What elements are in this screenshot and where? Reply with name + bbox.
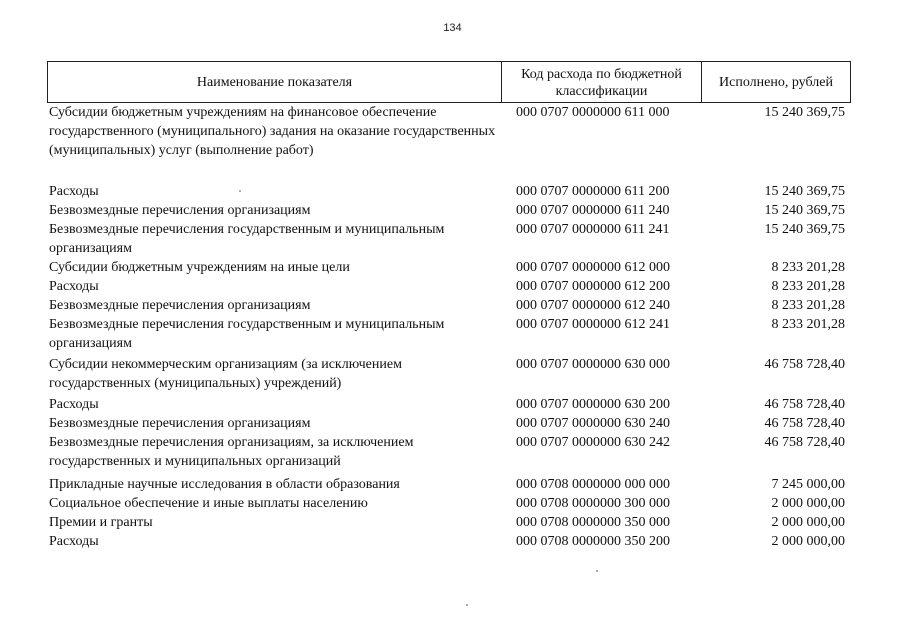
table-row	[47, 355, 851, 393]
row-code: 000 0707 0000000 630 000	[516, 357, 670, 372]
table-row	[47, 277, 851, 296]
table-row	[47, 201, 851, 220]
row-amount: 8 233 201,28	[771, 279, 845, 294]
row-amount: 7 245 000,00	[771, 477, 845, 492]
row-name: Безвозмездные перечисления организациям	[49, 298, 311, 313]
row-code: 000 0708 0000000 350 000	[516, 515, 670, 530]
row-amount: 46 758 728,40	[764, 435, 845, 450]
row-code: 000 0708 0000000 350 200	[516, 534, 670, 549]
row-code: 000 0707 0000000 611 240	[516, 203, 670, 218]
row-name: Расходы	[49, 279, 99, 294]
table-row	[47, 182, 851, 201]
row-code: 000 0708 0000000 300 000	[516, 496, 670, 511]
page-number: 134	[443, 22, 462, 34]
row-name: Прикладные научные исследования в области образования	[49, 477, 400, 492]
table-row	[47, 414, 851, 433]
row-amount: 15 240 369,75	[764, 105, 845, 120]
row-name: Субсидии бюджетным учреждениям на иные цели	[49, 260, 350, 275]
row-name: Безвозмездные перечисления государственным и муниципальным организациям	[49, 317, 445, 351]
row-amount: 46 758 728,40	[764, 397, 845, 412]
row-code: 000 0707 0000000 611 200	[516, 184, 670, 199]
table-row	[47, 315, 851, 353]
row-name: Безвозмездные перечисления организациям, за исключением государственных и муниципальных организаций	[49, 435, 414, 469]
row-code: 000 0707 0000000 612 241	[516, 317, 670, 332]
table-row	[47, 220, 851, 258]
row-amount: 46 758 728,40	[764, 357, 845, 372]
row-amount: 8 233 201,28	[771, 260, 845, 275]
row-amount: 46 758 728,40	[764, 416, 845, 431]
row-code: 000 0707 0000000 612 240	[516, 298, 670, 313]
row-name: Расходы	[49, 184, 99, 199]
header-name: Наименование показателя	[48, 62, 502, 102]
row-code: 000 0708 0000000 000 000	[516, 477, 670, 492]
table-row	[47, 494, 851, 513]
table-row	[47, 296, 851, 315]
row-name: Безвозмездные перечисления государственным и муниципальным организациям	[49, 222, 445, 256]
table-row	[47, 103, 851, 160]
table-row	[47, 513, 851, 532]
row-name: Премии и гранты	[49, 515, 153, 530]
row-name: Расходы	[49, 397, 99, 412]
row-name: Расходы	[49, 534, 99, 549]
row-amount: 15 240 369,75	[764, 222, 845, 237]
table-header	[47, 61, 851, 103]
row-amount: 8 233 201,28	[771, 317, 845, 332]
row-name: Субсидии бюджетным учреждениям на финансовое обеспечение государственного (муниципального) задания на оказание государственных (муниципальных) услуг (выполнение работ)	[49, 105, 496, 158]
row-amount: 2 000 000,00	[771, 496, 845, 511]
scan-speck	[239, 190, 241, 192]
scan-speck	[466, 604, 468, 606]
row-code: 000 0707 0000000 630 240	[516, 416, 670, 431]
row-amount: 2 000 000,00	[771, 534, 845, 549]
table-row	[47, 532, 851, 551]
row-amount: 2 000 000,00	[771, 515, 845, 530]
row-name: Социальное обеспечение и иные выплаты населению	[49, 496, 368, 511]
row-amount: 15 240 369,75	[764, 203, 845, 218]
header-code: Код расхода по бюджетной классификации	[502, 62, 702, 102]
budget-table	[47, 61, 851, 551]
row-code: 000 0707 0000000 611 000	[516, 105, 670, 120]
table-row	[47, 433, 851, 471]
table-row	[47, 258, 851, 277]
row-code: 000 0707 0000000 611 241	[516, 222, 670, 237]
scan-speck	[596, 570, 598, 572]
row-amount: 15 240 369,75	[764, 184, 845, 199]
header-amount: Исполнено, рублей	[719, 74, 833, 90]
row-name: Безвозмездные перечисления организациям	[49, 416, 311, 431]
row-code: 000 0707 0000000 612 000	[516, 260, 670, 275]
table-row	[47, 475, 851, 494]
row-code: 000 0707 0000000 630 242	[516, 435, 670, 450]
table-body	[47, 103, 851, 551]
row-name: Субсидии некоммерческим организациям (за исключением государственных (муниципальных) учреждений)	[49, 357, 402, 391]
row-code: 000 0707 0000000 630 200	[516, 397, 670, 412]
row-code: 000 0707 0000000 612 200	[516, 279, 670, 294]
table-row	[47, 395, 851, 414]
row-amount: 8 233 201,28	[771, 298, 845, 313]
row-name: Безвозмездные перечисления организациям	[49, 203, 311, 218]
